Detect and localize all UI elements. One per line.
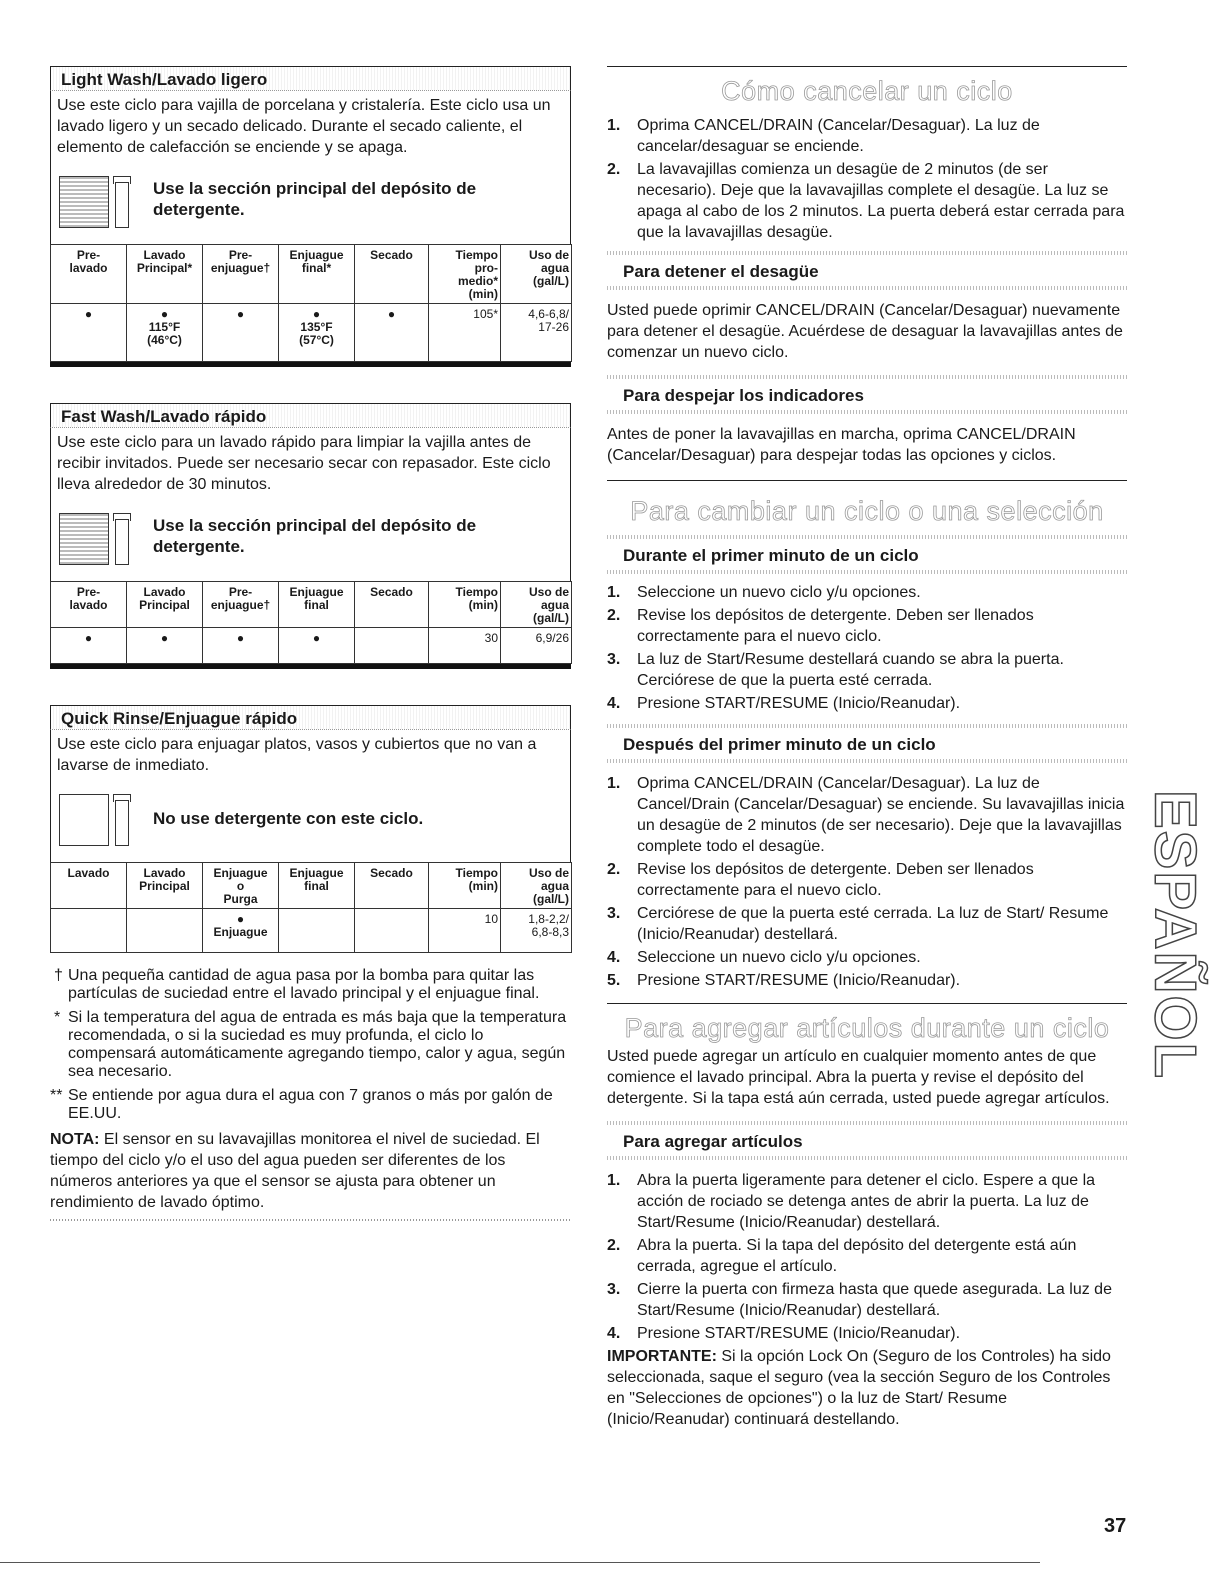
step-text: Abra la puerta ligeramente para detener el ciclo. Espere a que la acción de rociado se detenga antes de abrir la puerta. La luz de Start/Resume (Inicio/Reanudar) destellará.	[637, 1172, 1096, 1231]
footnote-mark: **	[50, 1087, 63, 1104]
step-text: La luz de Start/Resume destellará cuando se abra la puerta. Cerciórese de que la puerta esté cerrada.	[637, 651, 1064, 689]
add-items-heading: Para agregar artículos durante un ciclo	[624, 1013, 1110, 1043]
step-text: Oprima CANCEL/DRAIN (Cancelar/Desaguar). La luz de Cancel/Drain (Cancelar/Desaguar) se enciende. Su lavavajillas inicia un desagüe de 2 minutos (de ser necesario). Deje que la lavavajillas complete todo el desagüe.	[637, 775, 1125, 855]
step-text: La lavavajillas comienza un desagüe de 2 minutos (de ser necesario). Deje que la lavavajillas complete el desagüe. La luz se apaga al cabo de los 2 minutos. La puerta deberá estar cerrada para que la lavavajillas desagüe.	[637, 161, 1125, 241]
table-cell: 105*	[429, 304, 501, 362]
divider	[50, 664, 571, 669]
table-cell: ●	[355, 304, 429, 362]
list-item	[607, 159, 1127, 243]
fast-wash-body	[50, 427, 571, 581]
column-header: Pre- enjuague†	[203, 245, 279, 304]
stop-drain-heading: Para detener el desagüe	[623, 262, 819, 281]
footnote-mark: *	[54, 1009, 61, 1026]
change-heading: Para cambiar un ciclo o una selección	[630, 496, 1104, 526]
column-header: Uso de agua (gal/L)	[501, 863, 572, 909]
step-number: 1.	[607, 584, 621, 601]
step-text: Seleccione un nuevo ciclo y/u opciones.	[637, 949, 921, 966]
column-header: Secado	[355, 863, 429, 909]
footnote-star: * Si la temperatura del agua de entrada es más baja que la temperatura recomendada, o si la suciedad es muy profunda, el ciclo lo compensará automáticamente agregando tiempo, calor y agua, según sea necesario.	[54, 1009, 567, 1080]
step-number: 1.	[607, 1172, 621, 1189]
column-header: Enjuague final	[279, 582, 355, 628]
step-number: 3.	[607, 651, 621, 668]
column-header: Enjuague final	[279, 863, 355, 909]
left-column	[50, 66, 571, 1221]
table-cell: ●	[203, 304, 279, 362]
important-label: IMPORTANTE:	[607, 1348, 717, 1365]
divider	[0, 1562, 1040, 1563]
step-number: 3.	[607, 905, 621, 922]
table-cell	[127, 909, 203, 953]
column-header: Pre- enjuague†	[203, 582, 279, 628]
table-cell	[355, 628, 429, 664]
list-item	[607, 859, 1127, 901]
table-cell: ●	[127, 628, 203, 664]
step-number: 2.	[607, 1237, 621, 1254]
column-header: Tiempo pro- medio* (min)	[429, 245, 501, 304]
divider	[607, 570, 1127, 574]
light-wash-description: Use este ciclo para vajilla de porcelana y cristalería. Este ciclo usa un lavado ligero y un secado delicado. Durante el secado caliente, el elemento de calefacción se enciende y se apaga.	[57, 97, 551, 156]
step-number: 4.	[607, 949, 621, 966]
table-cell	[355, 909, 429, 953]
add-items-subheading: Para agregar artículos	[623, 1132, 803, 1151]
table-cell: ● Enjuague	[203, 909, 279, 953]
step-number: 2.	[607, 861, 621, 878]
table-cell: ●	[279, 628, 355, 664]
column-header: Uso de agua (gal/L)	[501, 582, 572, 628]
step-text: Presione START/RESUME (Inicio/Reanudar).	[637, 1325, 961, 1342]
light-wash-section	[50, 66, 571, 367]
list-item	[607, 582, 1127, 603]
list-item	[607, 115, 1127, 157]
step-number: 5.	[607, 972, 621, 989]
step-number: 2.	[607, 161, 621, 178]
page-number: 37	[1104, 1515, 1127, 1537]
cancel-heading: Cómo cancelar un ciclo	[721, 76, 1013, 106]
detergent-dispenser-icon	[59, 176, 137, 230]
step-text: Revise los depósitos de detergente. Deben ser llenados correctamente para el nuevo ciclo.	[637, 861, 1034, 899]
nota-paragraph: NOTA: El sensor en su lavavajillas monitorea el nivel de suciedad. El tiempo del ciclo y/o el uso del agua pueden ser diferentes de los números anteriores ya que el sensor se ajusta para obtener un rendimiento de lavado óptimo.	[50, 1131, 540, 1211]
first-minute-steps	[607, 582, 1127, 714]
divider	[607, 535, 1127, 539]
footnote-mark: †	[54, 967, 63, 984]
column-header: Enjuague final*	[279, 245, 355, 304]
column-header: Lavado Principal*	[127, 245, 203, 304]
light-wash-body	[50, 90, 571, 244]
column-header: Tiempo (min)	[429, 582, 501, 628]
language-side-tab	[1142, 789, 1208, 1081]
divider	[607, 286, 1127, 290]
table-cell: ● 115°F (46°C)	[127, 304, 203, 362]
clear-indicators-text: Antes de poner la lavavajillas en marcha, oprima CANCEL/DRAIN (Cancelar/Desaguar) para despejar todas las opciones y ciclos.	[607, 426, 1076, 464]
cancel-steps	[607, 115, 1127, 243]
step-number: 4.	[607, 695, 621, 712]
column-header: Enjuague o Purga	[203, 863, 279, 909]
divider	[607, 1156, 1127, 1160]
list-item	[607, 773, 1127, 857]
table-cell: ●	[51, 304, 127, 362]
column-header: Uso de agua (gal/L)	[501, 245, 572, 304]
table-cell: 4,6-6,8/ 17-26	[501, 304, 572, 362]
list-item	[607, 649, 1127, 691]
list-item	[607, 970, 1127, 991]
footnotes	[50, 967, 571, 1221]
quick-rinse-detergent-note	[57, 792, 564, 862]
list-item	[607, 1323, 1127, 1344]
add-items-steps	[607, 1170, 1127, 1344]
column-header: Lavado	[51, 863, 127, 909]
step-text: Cerciórese de que la puerta esté cerrada. La luz de Start/ Resume (Inicio/Reanudar) destellará.	[637, 905, 1109, 943]
divider	[50, 362, 571, 367]
step-number: 3.	[607, 1281, 621, 1298]
step-text: Revise los depósitos de detergente. Deben ser llenados correctamente para el nuevo ciclo.	[637, 607, 1034, 645]
after-minute-heading: Después del primer minuto de un ciclo	[623, 735, 936, 754]
list-item	[607, 947, 1127, 968]
list-item	[607, 903, 1127, 945]
step-text: Presione START/RESUME (Inicio/Reanudar).	[637, 695, 961, 712]
column-header: Lavado Principal	[127, 582, 203, 628]
footnote-double-star: ** Se entiende por agua dura el agua con 7 granos o más por galón de EE.UU.	[50, 1087, 553, 1122]
divider	[607, 251, 1127, 255]
column-header: Tiempo (min)	[429, 863, 501, 909]
quick-rinse-body	[50, 729, 571, 862]
step-text: Presione START/RESUME (Inicio/Reanudar).	[637, 972, 961, 989]
table-cell: ●	[51, 628, 127, 664]
divider	[607, 410, 1127, 414]
after-minute-steps	[607, 773, 1127, 991]
divider	[607, 759, 1127, 763]
table-cell: 6,9/26	[501, 628, 572, 664]
footnote-dagger: † Una pequeña cantidad de agua pasa por la bomba para quitar las partículas de suciedad entre el lavado principal y el enjuague final.	[54, 967, 540, 1002]
detergent-dispenser-icon	[59, 513, 137, 567]
list-item	[607, 605, 1127, 647]
step-text: Seleccione un nuevo ciclo y/u opciones.	[637, 584, 921, 601]
fast-wash-detergent-text: Use la sección principal del depósito de detergente.	[153, 516, 477, 556]
step-number: 1.	[607, 117, 621, 134]
quick-rinse-description: Use este ciclo para enjuagar platos, vasos y cubiertos que no van a lavarse de inmediato.	[57, 736, 537, 774]
light-wash-title: Light Wash/Lavado ligero	[50, 66, 571, 90]
step-text: Oprima CANCEL/DRAIN (Cancelar/Desaguar). La luz de cancelar/desaguar se enciende.	[637, 117, 1040, 155]
list-item	[607, 1235, 1127, 1277]
step-text: Abra la puerta. Si la tapa del depósito del detergente está aún cerrada, agregue el artículo.	[637, 1237, 1077, 1275]
first-minute-heading: Durante el primer minuto de un ciclo	[623, 546, 919, 565]
add-items-intro: Usted puede agregar un artículo en cualquier momento antes de que comience el lavado principal. Abra la puerta y revise el depósito del detergente. Si la tapa está aún cerrada, usted puede agregar artículos.	[607, 1048, 1110, 1107]
column-header: Secado	[355, 245, 429, 304]
step-number: 1.	[607, 775, 621, 792]
divider	[607, 1121, 1127, 1125]
divider	[50, 1219, 571, 1221]
step-text: Cierre la puerta con firmeza hasta que quede asegurada. La luz de Start/Resume (Inicio/Reanudar) destellará.	[637, 1281, 1112, 1319]
table-cell: ●	[203, 628, 279, 664]
list-item	[607, 1170, 1127, 1233]
stop-drain-text: Usted puede oprimir CANCEL/DRAIN (Cancelar/Desaguar) nuevamente para detener el desagüe. Acuérdese de desaguar la lavavajillas antes de comenzar un nuevo ciclo.	[607, 302, 1123, 361]
divider	[607, 724, 1127, 728]
quick-rinse-section	[50, 705, 571, 953]
column-header: Pre- lavado	[51, 245, 127, 304]
table-cell	[51, 909, 127, 953]
table-cell: ● 135°F (57°C)	[279, 304, 355, 362]
table-cell	[279, 909, 355, 953]
fast-wash-detergent-note	[57, 511, 564, 581]
light-wash-detergent-text: Use la sección principal del depósito de detergente.	[153, 179, 477, 219]
quick-rinse-table	[50, 862, 572, 953]
column-header: Secado	[355, 582, 429, 628]
list-item	[607, 1279, 1127, 1321]
clear-indicators-heading: Para despejar los indicadores	[623, 386, 864, 405]
column-header: Lavado Principal	[127, 863, 203, 909]
fast-wash-table	[50, 581, 572, 664]
table-cell: 10	[429, 909, 501, 953]
important-paragraph: IMPORTANTE: Si la opción Lock On (Seguro de los Controles) ha sido seleccionada, saque el seguro (vea la sección Seguro de los Controles en "Selecciones de opciones") o la luz de Start/ Resume (Inicio/Reanudar) continuará destellando.	[607, 1348, 1111, 1428]
fast-wash-section	[50, 403, 571, 669]
quick-rinse-title: Quick Rinse/Enjuague rápido	[50, 705, 571, 729]
empty-dispenser-icon	[59, 794, 137, 848]
column-header: Pre- lavado	[51, 582, 127, 628]
light-wash-detergent-note	[57, 174, 564, 244]
step-number: 4.	[607, 1325, 621, 1342]
light-wash-table	[50, 244, 572, 362]
quick-rinse-detergent-text: No use detergente con este ciclo.	[153, 809, 424, 828]
nota-label: NOTA:	[50, 1131, 100, 1148]
language-tab-label: ESPAÑOL	[1142, 789, 1208, 1081]
table-cell: 1,8-2,2/ 6,8-8,3	[501, 909, 572, 953]
table-cell: 30	[429, 628, 501, 664]
fast-wash-description: Use este ciclo para un lavado rápido para limpiar la vajilla antes de recibir invitados. Puede ser necesario secar con repasador. Este ciclo lleva alrededor de 30 minutos.	[57, 434, 551, 493]
step-number: 2.	[607, 607, 621, 624]
divider	[607, 375, 1127, 379]
right-column	[607, 66, 1127, 1430]
list-item	[607, 693, 1127, 714]
fast-wash-title: Fast Wash/Lavado rápido	[50, 403, 571, 427]
